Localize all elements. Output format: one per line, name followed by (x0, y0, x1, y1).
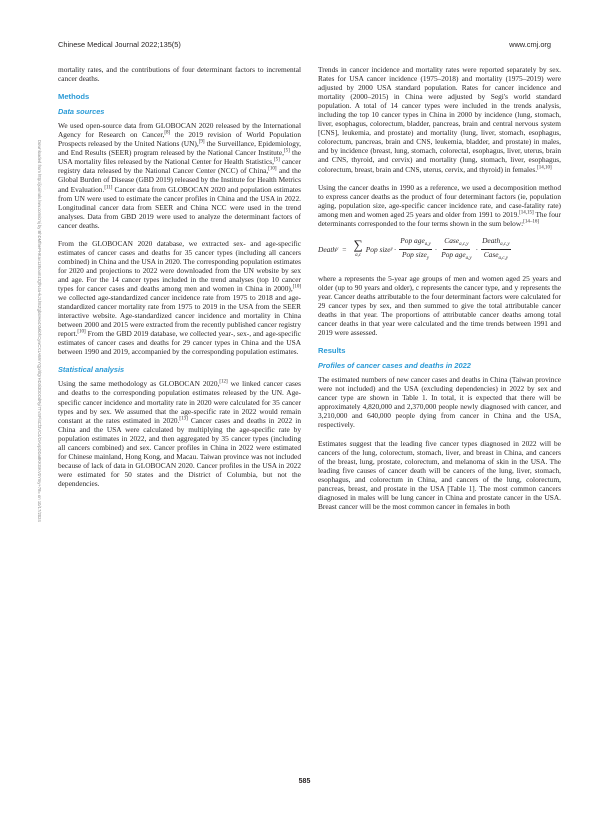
statistical-analysis-heading: Statistical analysis (58, 365, 125, 375)
citation: [5] (284, 148, 290, 154)
citation: [13] (179, 416, 188, 422)
decomposition-equation: Death y = ∑ a,c Pop size y · $\frac{Pop age_{a,y}}{Pop size_y}$ · $\frac{Case_{a,c,y}}{Pop age_{a,y}}$ · $\frac{Death_{a,c,y}}{Case_{a,c,y}}$ (318, 232, 561, 268)
citation: [9] (198, 139, 205, 145)
summation-sign: ∑ a,c (353, 237, 363, 259)
running-header-journal: Chinese Medical Journal 2022;135(5) (58, 40, 181, 49)
paragraph-leading-cancers: Estimates suggest that the leading five cancer types diagnosed in 2022 will be cancers of the lung, colorectum, stomach, liver, and breast in China, and cancers of the breast, lung, prostate, colorectum, and melanoma of skin in the USA. The leading five causes of cancer death will be cancers of the lung, liver, stomach, esophagus, and colorectum in China, and cancers of the lung, colorectum, pancreas, breast, and prostate in the USA [Table 1]. The most common cancers diagnosed in males will be lung cancer in China and prostate cancer in the USA. Breast cancer will be the most common cancer in females in both (318, 438, 561, 511)
citation: [14,10] (537, 165, 552, 171)
page-number: 585 (298, 778, 311, 785)
paragraph-data-sources: We used open-source data from GLOBOCAN 2020 released by the International Agency for Research on Cancer,[8] the 2019 revision of World Population Prospects released by the United Nations (UN),[9] the Surveillance, Epidemiology, and End Results (SEER) program released by the National Cancer Institute,[5] the USA mortality files released by the National Center for Health Statistics,[5] cancer registry data released by the National Cancer Center (NCC) of China,[10] and the Global Burden of Disease (GBD 2019) released by the Institute for Health Metrics and Evaluation.[11] Cancer data from GLOBOCAN 2020 and population estimates from UN were used to estimate the cancer profiles in China and the USA in 2022. Longitudinal cancer data from SEER and China NCC were used in the trend analyses. Data from GBD 2019 were used to analyze the determinant factors of cancer deaths. (58, 121, 302, 230)
profiles-heading: Profiles of cancer cases and deaths in 2022 (318, 361, 471, 371)
fraction-incidence: $\frac{Case_{a,c,y}}{Pop age_{a,y}}$ (441, 236, 472, 262)
citation: [12] (219, 379, 228, 385)
running-header-url: www.cmj.org (509, 40, 551, 49)
citation: [10] (268, 166, 277, 172)
paragraph-statistical-analysis: Using the same methodology as GLOBOCAN 2020,[12] we linked cancer cases and deaths to the corresponding population estimates released by the UN. Age-specific cancer incidence and mortality rate in 2020 were calculated for 35 cancer types and by sex. We assumed that the age-specific rate in 2022 would remain constant at the rates estimated in 2020.[13] Cancer cases and deaths in 2022 in China and the USA were calculated by multiplying the age-specific rate by population estimates in 2022, and then aggregated by 35 cancer types (including all cancers combined) and sex. Cancer profiles in China in 2022 were estimated for Chinese mainland, Hong Kong, and Macau. Taiwan province was not included because of lack of data in GLOBOCAN 2020. Cancer profiles in the USA in 2022 were estimated for 50 states and the District of Columbia, but not the dependencies. (58, 379, 301, 488)
data-sources-heading: Data sources (58, 107, 105, 117)
citation: [5] (273, 157, 280, 163)
right-column (318, 65, 561, 511)
paragraph-globocan-extraction: From the GLOBOCAN 2020 database, we extracted sex- and age-specific estimates of cancer cases and deaths for 35 cancer types (including all cancers combined) in China and the USA in 2020. The corresponding population estimates for 2020 and projections to 2022 were downloaded from the UN website by sex and age. For the 14 cancer types included in the trend analyses (top 10 cancer types for cancer cases and deaths among men and women in China in 2000),[10] we collected age-standardized cancer incidence rate from 1975 to 2018 and age-standardized cancer mortality rate from 1975 to 2019 in the USA from the SEER interactive website. Age-standardized cancer incidence and mortality in China between 2000 and 2015 were extracted from the recently published cancer registry report.[10] From the GBD 2019 database, we collected year-, sex-, and age-specific estimates of cancer cases and deaths for 29 cancer types in China and the USA between 1990 and 2019, accompanied by the corresponding population estimates. (58, 238, 301, 357)
download-watermark-text: Downloaded from http://journals.lww.com/cmj by BhDMf5ePHKav1zEoum1tQfN4a+kJLhEZgbsIHo4XMi0hCywCX1AWnYQp/IlQrHD3i3D0OdRyi7TvSFl4Cf3VC4/OAVpDDa8KKGKV0Ymy+78= on 10/17/2024 (37, 140, 42, 522)
citation: [10] (292, 284, 301, 290)
paragraph-trends: Trends in cancer incidence and mortality rates were reported separately by sex. Rates for USA cancer incidence (1975–2018) and mortality (1975–2019) were adjusted by 2000 USA standard population. Rates for cancer incidence and mortality (2000–2015) in China were adjusted by Segi's world standard population. A total of 14 cancer types were included in the trends analysis, including the top 10 cancer types in China in 2000 by incidence (lung, stomach, liver, esophagus, colorectum, bladder, pancreas, brain and central nervous system [CNS], leukemia, and prostate) and mortality (lung, liver, stomach, esophagus, colorectum, pancreas, brain and CNS, leukemia, bladder, and prostate) in males, and by incidence (breast, lung, stomach, colorectal, esophagus, liver, uterus, brain and CNS, thyroid, and cervix) and mortality (lung, stomach, liver, esophagus, colorectum, breast, brain and CNS, uterus, cervix, and thyroid) in females.[14,10] (318, 65, 561, 174)
paragraph-decomposition: Using the cancer deaths in 1990 as a reference, we used a decomposition method to express cancer deaths as the product of four determinant factors (ie, population aging, population size, age-specific cancer incidence rate, and case-fatality rate) among men and women aged 25 years and older from 1991 to 2019.[14,15] The four determinants corresponded to the four terms shown in the sum below:[14–16] (318, 182, 561, 228)
results-heading: Results (318, 346, 346, 356)
download-watermark (8, 140, 44, 610)
paragraph-intro-end: mortality rates, and the contributions of four determinant factors to incremental cancer deaths. (58, 65, 301, 84)
citation: [10] (77, 329, 86, 335)
citation: [14,15] (519, 210, 534, 216)
left-column (58, 65, 301, 488)
citation: [14–16] (523, 219, 540, 225)
fraction-case-fatality: $\frac{Death_{a,c,y}}{Case_{a,c,y}}$ (482, 236, 510, 262)
paragraph-profiles: The estimated numbers of new cancer cases and deaths in China (Taiwan province were not included) and the USA (excluding dependencies) in 2022 by sex and cancer type are shown in Table 1. In total, it is expected that there will be approximately 4,820,000 and 2,370,000 people newly diagnosed with cancer, and 3,210,000 and 640,000 people dying from cancer in China and the USA, respectively. (318, 375, 561, 430)
citation: [11] (104, 185, 113, 191)
fraction-age-structure: $\frac{Pop age_{a,y}}{Pop size_y}$ (400, 236, 431, 262)
methods-heading: Methods (58, 92, 90, 102)
paragraph-equation-terms: where a represents the 5-year age groups of men and women aged 25 years and older (up to 90 years and older), c represents the cancer type, and y represents the year. Cancer deaths attributable to the four determinant factors were calculated for 29 cancer types by sex, and then summed to give the total attributable cancer deaths in that year. The proportions of attributable cancer deaths among total cancer deaths in that year were calculated and the time trends between 1991 and 2019 were assessed. (318, 273, 561, 338)
citation: [8] (164, 130, 171, 136)
